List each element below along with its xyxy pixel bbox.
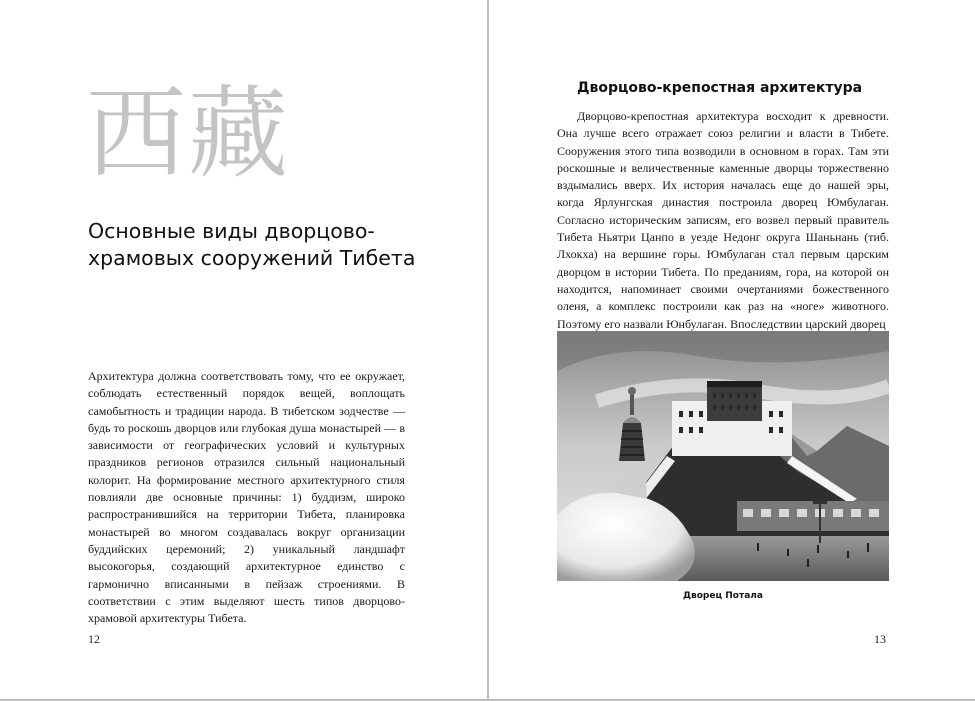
left-page [0, 0, 487, 699]
intro-paragraph: Архитектура должна соответствовать тому, что ее окружает, соблюдать естественный порядок вещей, воплощать самобытность и традиции народа. В тибетском зодчестве — будь то роскошь дворцов или глубокая душа монастырей — в зависимости от географических условий и культурных праздников регионов отразился сильный национальный колорит. На формирование местного архитектурного стиля повлияли две основные причины: 1) буддизм, широко распространившийся на территории Тибета, планировка монастырей во многом создавалась вокруг организации буддийских церемоний; 2) уникальный ландшафт высокогорья, создающий архитектурное единство с гармонично вписанными в пейзаж строениями. В соответствии с этим выделяют шесть типов дворцово-храмовой архитектуры Тибета. [88, 369, 405, 626]
page-number-right: 13 [874, 632, 886, 646]
section-title: Дворцово-крепостная архитектура [577, 80, 863, 96]
section-paragraph-text: Дворцово-крепостная архитектура восходит к древности. Она лучше всего отражает союз религии и власти в Тибете. Сооружения этого типа возводили в основном в горах. Там эти роскошные и величественные каменные дворцы торжественно вздымались вверх. Их история началась еще до нашей эры, когда Ярлунгская династия построила дворец Юмбулаган. Согласно историческим записям, его возвел первый правитель Тибета Ньятри Цанпо в уезде Недонг округа Шаньнань (тиб. Лхокха) на вершине горы. Юмбулаган стал первым царским дворцом в истории Тибета. По преданиям, гора, на которой он находится, напоминает своими очертаниями божественного оленя, а комплекс построили как раз на «ноге» животного. Поэтому его назвали Юнбулаган. Впоследствии царский дворец [557, 109, 889, 331]
right-page [489, 0, 975, 699]
chapter-hanzi: 西藏 [86, 75, 290, 192]
potala-palace-photo [557, 331, 889, 581]
photo-caption: Дворец Потала [683, 591, 763, 601]
page-number-left: 12 [88, 632, 100, 646]
section-paragraph [557, 108, 889, 333]
chapter-title: Основные виды дворцово-храмовых сооружений Тибета [88, 219, 416, 270]
potala-palace-illustration [557, 331, 889, 581]
